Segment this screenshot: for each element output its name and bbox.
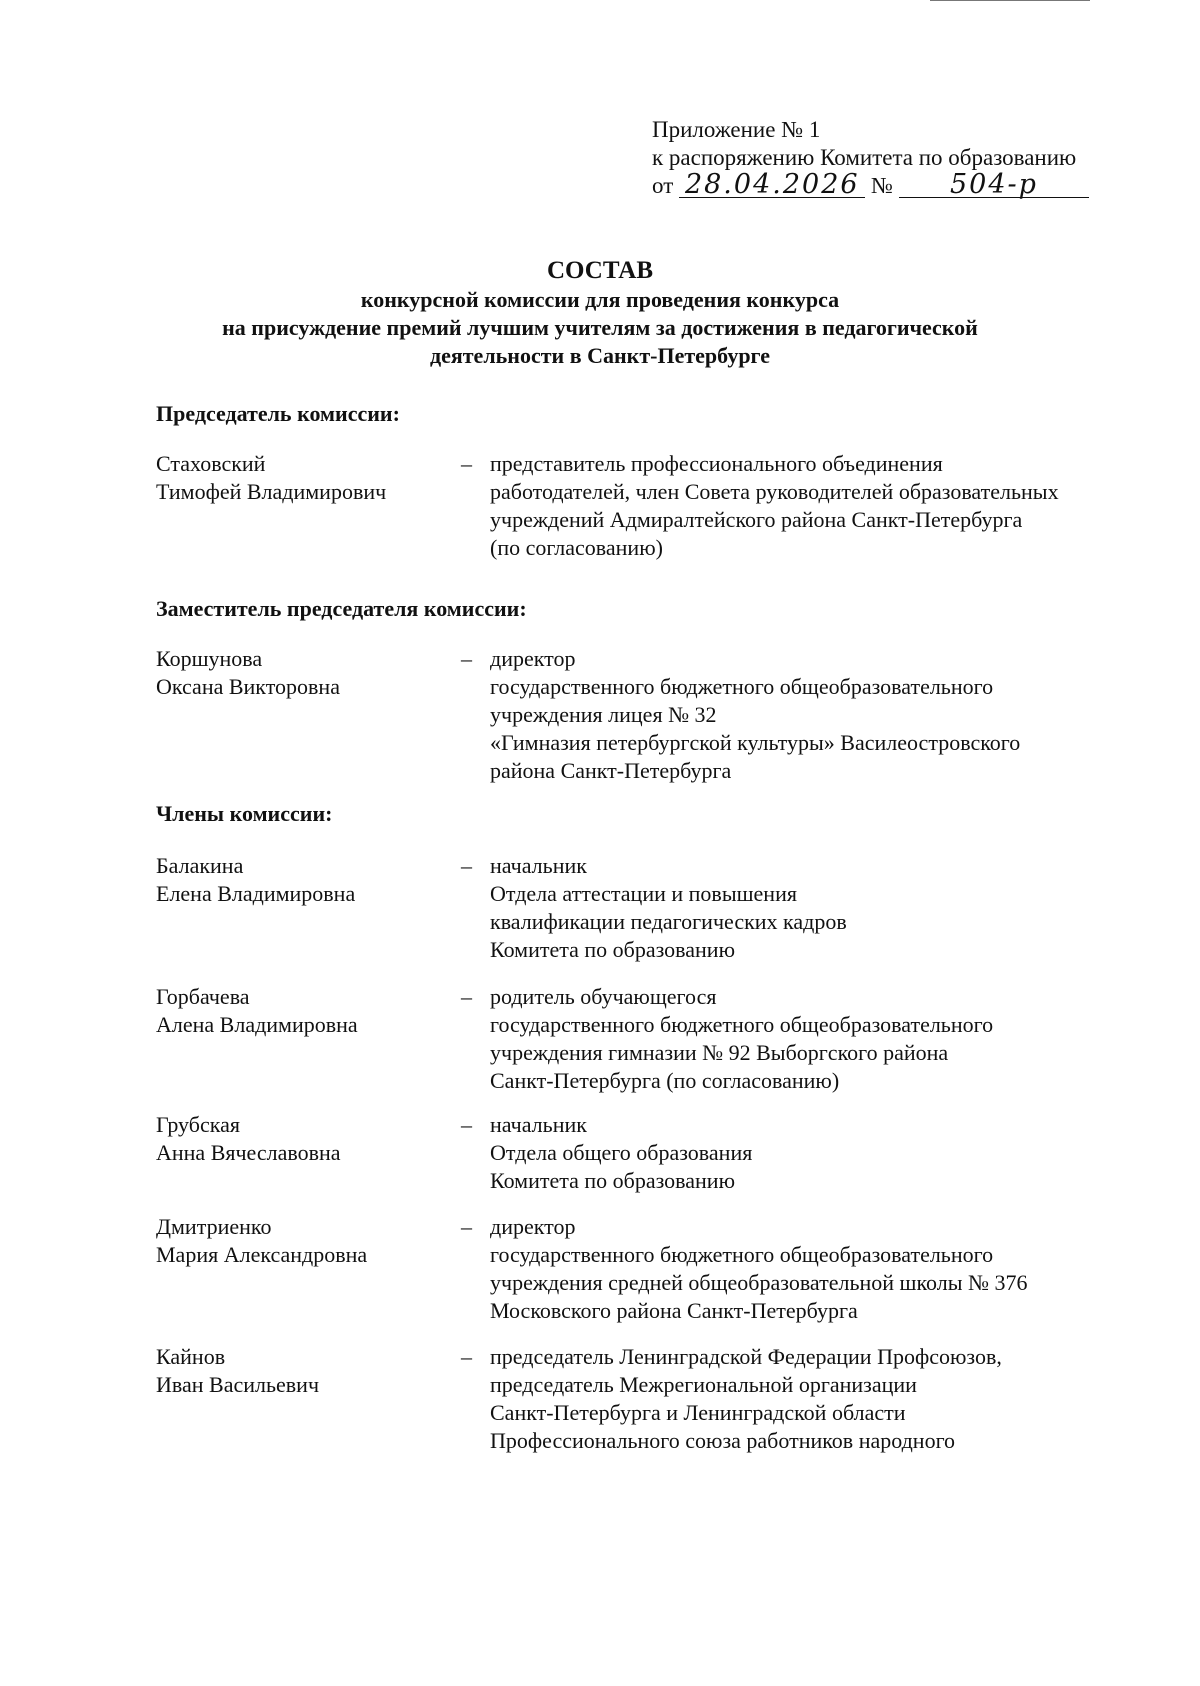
member-name: [156, 1343, 456, 1399]
member-role: [490, 1111, 1150, 1195]
member-role: [490, 1213, 1150, 1325]
role-line: работодателей, член Совета руководителей образовательных: [490, 479, 1059, 504]
date-prefix: от: [652, 173, 674, 198]
dash-separator: –: [461, 646, 472, 671]
chair-heading: Председатель комиссии:: [156, 401, 400, 426]
member-given-names: Тимофей Владимирович: [156, 479, 387, 504]
dash-separator: –: [461, 984, 472, 1009]
role-line: Комитета по образованию: [490, 937, 736, 962]
member-given-names: Иван Васильевич: [156, 1372, 320, 1397]
role-line: (по согласованию): [490, 535, 663, 560]
member-role: [490, 450, 1150, 562]
appendix-date-number-line: [652, 169, 1089, 200]
role-line: района Санкт-Петербурга: [490, 758, 732, 783]
member-name: [156, 852, 456, 908]
member-surname: Стаховский: [156, 451, 266, 476]
member-given-names: Оксана Викторовна: [156, 674, 340, 699]
member-surname: Горбачева: [156, 984, 250, 1009]
role-line: «Гимназия петербургской культуры» Василеостровского: [490, 730, 1021, 755]
member-name: [156, 983, 456, 1039]
document-title: СОСТАВ: [546, 257, 654, 284]
dash-separator: –: [461, 1112, 472, 1137]
dash-separator: –: [461, 1214, 472, 1239]
handwritten-date: 28.04.2026: [679, 173, 865, 198]
role-line: председатель Ленинградской Федерации Профсоюзов,: [490, 1344, 1002, 1369]
role-line: государственного бюджетного общеобразовательного: [490, 674, 994, 699]
handwritten-order-number: 504-р: [899, 173, 1089, 198]
scan-top-rule: [930, 0, 1090, 1]
role-line: учреждений Адмиралтейского района Санкт-Петербурга: [490, 507, 1023, 532]
document-subtitle-line-3: деятельности в Санкт-Петербурге: [429, 343, 771, 368]
role-line: начальник: [490, 1112, 587, 1137]
member-given-names: Анна Вячеславовна: [156, 1140, 341, 1165]
role-line: Комитета по образованию: [490, 1168, 736, 1193]
dash-separator: –: [461, 853, 472, 878]
member-role: [490, 645, 1150, 785]
member-name: [156, 1213, 456, 1269]
role-line: представитель профессионального объединения: [490, 451, 943, 476]
dash-separator: –: [461, 1344, 472, 1369]
role-line: квалификации педагогических кадров: [490, 909, 847, 934]
appendix-title: Приложение № 1: [652, 117, 821, 142]
role-line: Профессионального союза работников народного: [490, 1428, 956, 1453]
member-surname: Коршунова: [156, 646, 263, 671]
document-subtitle-line-2: на присуждение премий лучшим учителям за достижения в педагогической: [222, 315, 978, 340]
member-given-names: Алена Владимировна: [156, 1012, 358, 1037]
role-line: Московского района Санкт-Петербурга: [490, 1298, 858, 1323]
role-line: Санкт-Петербурга (по согласованию): [490, 1068, 840, 1093]
role-line: Отдела общего образования: [490, 1140, 753, 1165]
role-line: родитель обучающегося: [490, 984, 717, 1009]
role-line: государственного бюджетного общеобразовательного: [490, 1242, 994, 1267]
role-line: учреждения лицея № 32: [490, 702, 717, 727]
member-surname: Кайнов: [156, 1344, 226, 1369]
member-role: [490, 852, 1150, 964]
member-surname: Балакина: [156, 853, 244, 878]
member-name: [156, 450, 456, 506]
deputy-heading: Заместитель председателя комиссии:: [156, 596, 527, 621]
member-given-names: Мария Александровна: [156, 1242, 368, 1267]
member-given-names: Елена Владимировна: [156, 881, 356, 906]
members-heading: Члены комиссии:: [156, 801, 333, 826]
dash-separator: –: [461, 451, 472, 476]
document-subtitle-line-1: конкурсной комиссии для проведения конкурса: [360, 287, 840, 312]
member-surname: Дмитриенко: [156, 1214, 272, 1239]
number-prefix: №: [871, 173, 893, 198]
member-surname: Грубская: [156, 1112, 240, 1137]
role-line: учреждения гимназии № 92 Выборгского района: [490, 1040, 949, 1065]
appendix-order-ref: к распоряжению Комитета по образованию: [652, 145, 1077, 170]
role-line: Санкт-Петербурга и Ленинградской области: [490, 1400, 906, 1425]
document-title-block: [100, 256, 1100, 370]
member-name: [156, 1111, 456, 1167]
role-line: начальник: [490, 853, 587, 878]
role-line: Отдела аттестации и повышения: [490, 881, 797, 906]
role-line: директор: [490, 646, 576, 671]
member-role: [490, 1343, 1150, 1455]
role-line: председатель Межрегиональной организации: [490, 1372, 917, 1397]
role-line: учреждения средней общеобразовательной школы № 376: [490, 1270, 1028, 1295]
role-line: директор: [490, 1214, 576, 1239]
appendix-block: [652, 116, 1089, 200]
member-role: [490, 983, 1150, 1095]
role-line: государственного бюджетного общеобразовательного: [490, 1012, 994, 1037]
member-name: [156, 645, 456, 701]
